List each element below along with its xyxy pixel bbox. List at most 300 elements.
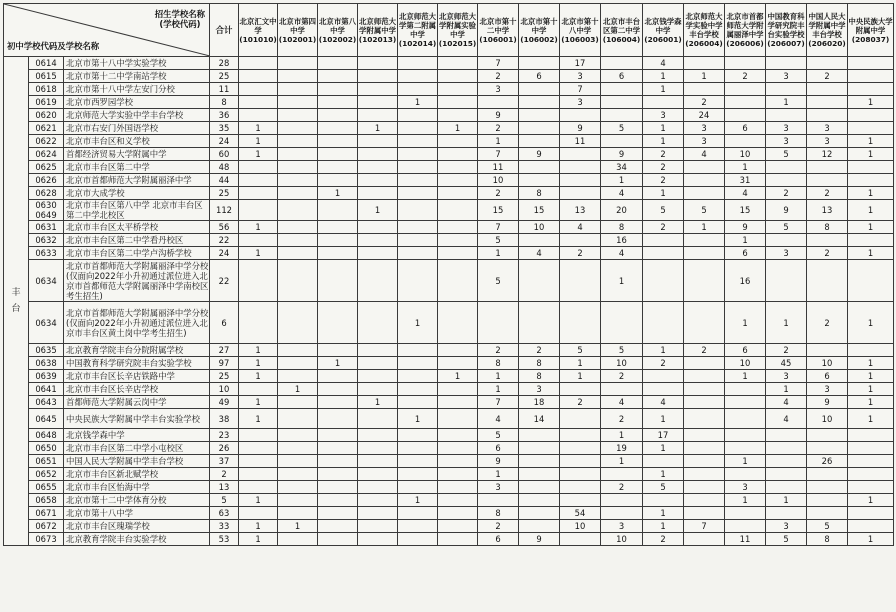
total-cell: 56 — [210, 221, 239, 234]
total-cell: 44 — [210, 174, 239, 187]
quota-cell — [438, 96, 478, 109]
quota-cell — [848, 260, 894, 302]
quota-cell: 1 — [398, 494, 438, 507]
school-code-cell: 0624 — [29, 148, 64, 161]
quota-cell: 9 — [601, 148, 643, 161]
school-code-cell: 0641 — [29, 383, 64, 396]
quota-cell — [807, 174, 848, 187]
quota-cell — [398, 221, 438, 234]
quota-cell — [438, 234, 478, 247]
school-name-cell: 北京市首都师范大学附属丽泽中学分校(仅面向2022年小升初通过派位进入北京市丰台区黄土岗中学考生招生) — [64, 302, 210, 344]
quota-cell — [848, 468, 894, 481]
quota-cell — [239, 507, 278, 520]
quota-cell: 1 — [239, 533, 278, 546]
quota-cell — [438, 383, 478, 396]
quota-cell — [278, 96, 318, 109]
quota-cell — [684, 533, 725, 546]
quota-cell — [358, 344, 398, 357]
quota-cell: 3 — [766, 247, 807, 260]
total-cell: 97 — [210, 357, 239, 370]
quota-cell: 1 — [278, 520, 318, 533]
quota-cell — [519, 260, 560, 302]
quota-cell — [358, 442, 398, 455]
total-cell: 22 — [210, 260, 239, 302]
school-code-cell: 0658 — [29, 494, 64, 507]
table-row — [4, 302, 894, 344]
quota-cell: 2 — [766, 344, 807, 357]
quota-cell: 1 — [239, 148, 278, 161]
table-row — [4, 344, 894, 357]
quota-cell: 8 — [601, 221, 643, 234]
quota-cell — [398, 148, 438, 161]
quota-cell: 10 — [478, 174, 519, 187]
school-header: 北京市丰台区第二中学(106004) — [601, 4, 643, 57]
quota-cell: 5 — [601, 122, 643, 135]
quota-cell: 18 — [519, 396, 560, 409]
quota-cell: 1 — [766, 494, 807, 507]
quota-cell — [519, 481, 560, 494]
quota-cell: 1 — [643, 520, 684, 533]
quota-cell — [398, 187, 438, 200]
quota-cell: 1 — [239, 370, 278, 383]
school-name-cell: 北京市西罗园学校 — [64, 96, 210, 109]
quota-cell: 1 — [601, 260, 643, 302]
quota-cell — [398, 260, 438, 302]
quota-cell — [278, 302, 318, 344]
quota-cell: 10 — [601, 357, 643, 370]
quota-cell: 1 — [318, 357, 358, 370]
quota-cell — [766, 83, 807, 96]
school-code-cell: 0671 — [29, 507, 64, 520]
quota-cell: 3 — [519, 383, 560, 396]
quota-cell — [278, 70, 318, 83]
quota-cell: 24 — [684, 109, 725, 122]
quota-cell — [848, 109, 894, 122]
quota-cell: 3 — [807, 135, 848, 148]
quota-cell: 9 — [519, 148, 560, 161]
quota-cell: 1 — [643, 122, 684, 135]
quota-cell: 1 — [643, 83, 684, 96]
quota-cell — [643, 234, 684, 247]
school-name-cell: 北京市右安门外国语学校 — [64, 122, 210, 135]
table-row — [4, 429, 894, 442]
quota-cell: 5 — [766, 533, 807, 546]
school-name-cell: 北京市大成学校 — [64, 187, 210, 200]
quota-cell: 9 — [725, 221, 766, 234]
quota-cell — [318, 135, 358, 148]
quota-cell — [318, 247, 358, 260]
table-row — [4, 83, 894, 96]
quota-cell: 1 — [358, 396, 398, 409]
quota-cell — [318, 494, 358, 507]
quota-cell: 7 — [478, 148, 519, 161]
quota-cell — [807, 161, 848, 174]
quota-cell — [398, 161, 438, 174]
table-row — [4, 507, 894, 520]
quota-cell — [807, 109, 848, 122]
quota-cell — [684, 370, 725, 383]
quota-cell: 1 — [848, 302, 894, 344]
quota-cell: 4 — [601, 247, 643, 260]
total-cell: 10 — [210, 383, 239, 396]
quota-cell — [278, 83, 318, 96]
total-cell: 27 — [210, 344, 239, 357]
quota-cell — [601, 494, 643, 507]
quota-cell — [766, 174, 807, 187]
quota-cell — [519, 109, 560, 122]
table-row — [4, 533, 894, 546]
quota-cell — [519, 96, 560, 109]
quota-cell — [478, 96, 519, 109]
quota-cell — [807, 344, 848, 357]
school-name-cell: 首都经济贸易大学附属中学 — [64, 148, 210, 161]
school-name-cell: 北京市丰台区第八中学 北京市丰台区第二中学北校区 — [64, 200, 210, 221]
quota-cell: 1 — [725, 234, 766, 247]
quota-cell — [318, 70, 358, 83]
quota-cell — [398, 533, 438, 546]
quota-cell — [848, 520, 894, 533]
total-cell: 48 — [210, 161, 239, 174]
table-row — [4, 122, 894, 135]
quota-cell — [560, 383, 601, 396]
quota-cell: 1 — [478, 468, 519, 481]
school-header: 北京市首都师范大学附属丽泽中学(206006) — [725, 4, 766, 57]
quota-cell — [807, 96, 848, 109]
quota-cell — [684, 468, 725, 481]
quota-cell — [318, 370, 358, 383]
total-cell: 112 — [210, 200, 239, 221]
quota-cell — [278, 187, 318, 200]
school-code-cell: 0625 — [29, 161, 64, 174]
quota-cell: 1 — [848, 383, 894, 396]
quota-cell: 1 — [239, 135, 278, 148]
table-row — [4, 396, 894, 409]
quota-cell: 1 — [398, 96, 438, 109]
quota-cell: 10 — [601, 533, 643, 546]
school-name-cell: 中央民族大学附属中学丰台实验学校 — [64, 409, 210, 429]
quota-cell: 2 — [601, 481, 643, 494]
table-row — [4, 70, 894, 83]
quota-cell — [239, 429, 278, 442]
table-row — [4, 148, 894, 161]
quota-cell — [398, 370, 438, 383]
quota-cell: 1 — [239, 247, 278, 260]
quota-cell — [278, 442, 318, 455]
quota-cell — [358, 481, 398, 494]
quota-cell: 2 — [478, 344, 519, 357]
quota-cell — [318, 161, 358, 174]
quota-cell: 6 — [601, 70, 643, 83]
total-cell: 24 — [210, 135, 239, 148]
quota-cell — [398, 442, 438, 455]
quota-cell: 1 — [725, 370, 766, 383]
quota-cell — [848, 83, 894, 96]
quota-cell: 5 — [766, 221, 807, 234]
quota-cell — [318, 221, 358, 234]
quota-cell — [725, 396, 766, 409]
quota-cell — [398, 174, 438, 187]
quota-cell — [848, 455, 894, 468]
school-name-cell: 北京市第十八中学实验学校 — [64, 57, 210, 70]
quota-cell — [519, 135, 560, 148]
quota-cell: 1 — [643, 70, 684, 83]
quota-cell — [239, 96, 278, 109]
quota-cell: 1 — [239, 520, 278, 533]
table-row — [4, 200, 894, 221]
quota-cell — [848, 161, 894, 174]
school-code-cell: 0628 — [29, 187, 64, 200]
total-cell: 49 — [210, 396, 239, 409]
quota-cell — [318, 122, 358, 135]
quota-cell: 2 — [807, 302, 848, 344]
quota-cell — [358, 409, 398, 429]
quota-cell — [358, 520, 398, 533]
quota-cell: 4 — [684, 148, 725, 161]
quota-cell — [807, 481, 848, 494]
quota-cell — [601, 468, 643, 481]
quota-cell — [358, 70, 398, 83]
quota-cell — [278, 109, 318, 122]
quota-cell — [560, 109, 601, 122]
quota-cell — [358, 83, 398, 96]
table-row — [4, 57, 894, 70]
school-header: 北京市第十八中学(106003) — [560, 4, 601, 57]
quota-cell — [398, 468, 438, 481]
quota-cell: 34 — [601, 161, 643, 174]
total-cell: 33 — [210, 520, 239, 533]
quota-cell — [560, 429, 601, 442]
quota-cell: 13 — [560, 200, 601, 221]
quota-cell: 2 — [478, 187, 519, 200]
quota-cell: 5 — [560, 344, 601, 357]
quota-cell — [358, 494, 398, 507]
quota-cell: 7 — [478, 221, 519, 234]
quota-cell — [278, 455, 318, 468]
quota-cell — [438, 507, 478, 520]
quota-cell: 1 — [848, 409, 894, 429]
quota-cell: 15 — [725, 200, 766, 221]
quota-cell — [239, 260, 278, 302]
quota-cell — [519, 494, 560, 507]
quota-cell — [278, 260, 318, 302]
quota-cell — [438, 57, 478, 70]
school-code-cell: 0622 — [29, 135, 64, 148]
quota-cell — [438, 468, 478, 481]
quota-cell — [358, 247, 398, 260]
quota-cell: 6 — [519, 70, 560, 83]
quota-cell: 2 — [519, 344, 560, 357]
quota-cell — [239, 200, 278, 221]
school-header: 中国教育科学研究院丰台实验学校(206007) — [766, 4, 807, 57]
quota-cell — [560, 174, 601, 187]
quota-cell — [278, 247, 318, 260]
quota-cell: 1 — [643, 135, 684, 148]
quota-cell — [519, 442, 560, 455]
quota-cell — [358, 468, 398, 481]
quota-cell: 2 — [643, 174, 684, 187]
quota-cell — [560, 468, 601, 481]
quota-cell: 3 — [766, 135, 807, 148]
quota-cell: 1 — [848, 200, 894, 221]
quota-cell — [601, 96, 643, 109]
quota-cell: 26 — [807, 455, 848, 468]
school-name-cell: 北京市丰台区和义学校 — [64, 135, 210, 148]
quota-cell — [438, 187, 478, 200]
quota-cell: 3 — [725, 481, 766, 494]
quota-cell: 10 — [807, 357, 848, 370]
quota-cell — [438, 260, 478, 302]
quota-cell — [848, 234, 894, 247]
school-code-cell: 0648 — [29, 429, 64, 442]
quota-cell — [438, 302, 478, 344]
quota-cell — [438, 344, 478, 357]
table-row — [4, 357, 894, 370]
quota-cell: 1 — [848, 370, 894, 383]
quota-cell — [684, 260, 725, 302]
school-code-cell: 0639 — [29, 370, 64, 383]
quota-cell: 1 — [848, 135, 894, 148]
quota-cell — [438, 520, 478, 533]
total-cell: 36 — [210, 109, 239, 122]
quota-cell — [318, 533, 358, 546]
quota-cell — [560, 234, 601, 247]
total-cell: 6 — [210, 302, 239, 344]
quota-cell — [684, 357, 725, 370]
quota-cell — [725, 520, 766, 533]
quota-cell: 1 — [601, 455, 643, 468]
quota-cell — [684, 302, 725, 344]
quota-cell: 3 — [766, 70, 807, 83]
quota-cell — [519, 507, 560, 520]
quota-cell — [278, 494, 318, 507]
school-code-cell: 0672 — [29, 520, 64, 533]
quota-cell: 7 — [684, 520, 725, 533]
quota-cell: 1 — [478, 135, 519, 148]
quota-cell: 1 — [848, 357, 894, 370]
corner-bottom-label: 初中学校代码及学校名称 — [7, 41, 100, 51]
quota-cell — [560, 481, 601, 494]
admission-table — [3, 3, 894, 546]
quota-cell — [438, 442, 478, 455]
quota-cell: 5 — [478, 429, 519, 442]
quota-cell: 1 — [848, 148, 894, 161]
quota-cell: 1 — [766, 383, 807, 396]
school-name-cell: 北京师范大学实验中学丰台学校 — [64, 109, 210, 122]
quota-cell — [519, 57, 560, 70]
quota-cell — [725, 468, 766, 481]
school-name-cell: 首都师范大学附属云岗中学 — [64, 396, 210, 409]
quota-cell — [398, 481, 438, 494]
school-name-cell: 北京市丰台区第二中学看丹校区 — [64, 234, 210, 247]
quota-cell — [398, 109, 438, 122]
quota-cell — [519, 83, 560, 96]
quota-cell — [807, 442, 848, 455]
quota-cell: 6 — [725, 344, 766, 357]
corner-header — [4, 4, 210, 57]
quota-cell — [684, 187, 725, 200]
quota-cell: 2 — [684, 96, 725, 109]
quota-cell — [807, 57, 848, 70]
quota-cell — [560, 455, 601, 468]
school-code-cell: 0650 — [29, 442, 64, 455]
district-label — [4, 57, 29, 546]
quota-cell: 10 — [725, 357, 766, 370]
quota-cell: 16 — [725, 260, 766, 302]
quota-cell: 2 — [643, 533, 684, 546]
quota-cell — [766, 429, 807, 442]
quota-cell — [398, 247, 438, 260]
quota-cell: 8 — [807, 533, 848, 546]
quota-cell: 1 — [725, 161, 766, 174]
quota-cell — [318, 481, 358, 494]
quota-cell: 1 — [601, 429, 643, 442]
quota-cell — [438, 161, 478, 174]
total-cell: 35 — [210, 122, 239, 135]
quota-cell — [358, 109, 398, 122]
school-code-cell: 0651 — [29, 455, 64, 468]
quota-cell — [684, 174, 725, 187]
school-code-cell: 0652 — [29, 468, 64, 481]
quota-cell — [318, 468, 358, 481]
quota-cell — [438, 135, 478, 148]
quota-cell: 6 — [725, 247, 766, 260]
school-header: 北京师范大学实验中学丰台学校(206004) — [684, 4, 725, 57]
quota-cell — [239, 83, 278, 96]
quota-cell — [398, 83, 438, 96]
quota-cell: 2 — [478, 70, 519, 83]
quota-cell: 3 — [766, 122, 807, 135]
quota-cell — [438, 533, 478, 546]
quota-cell — [766, 507, 807, 520]
school-name-cell: 中国人民大学附属中学丰台学校 — [64, 455, 210, 468]
school-code-cell: 0634 — [29, 260, 64, 302]
quota-cell — [684, 83, 725, 96]
quota-cell — [278, 148, 318, 161]
quota-cell: 8 — [478, 357, 519, 370]
quota-cell: 2 — [601, 409, 643, 429]
total-cell: 25 — [210, 370, 239, 383]
quota-cell — [601, 302, 643, 344]
quota-cell: 15 — [478, 200, 519, 221]
quota-cell — [601, 135, 643, 148]
school-header: 中国人民大学附属中学丰台学校(206020) — [807, 4, 848, 57]
quota-cell — [560, 148, 601, 161]
quota-cell: 2 — [766, 187, 807, 200]
quota-cell — [438, 221, 478, 234]
quota-cell: 7 — [478, 57, 519, 70]
quota-cell: 1 — [239, 396, 278, 409]
quota-cell: 1 — [643, 344, 684, 357]
quota-cell — [318, 109, 358, 122]
quota-cell — [560, 494, 601, 507]
quota-cell: 1 — [478, 383, 519, 396]
quota-cell — [766, 161, 807, 174]
quota-cell: 2 — [684, 344, 725, 357]
quota-cell: 8 — [519, 187, 560, 200]
quota-cell — [318, 57, 358, 70]
quota-cell — [560, 442, 601, 455]
quota-cell: 15 — [519, 200, 560, 221]
total-cell: 25 — [210, 187, 239, 200]
corner-top-name: 招生学校名称 — [154, 9, 206, 19]
corner-top-label — [155, 9, 205, 29]
quota-cell — [807, 507, 848, 520]
quota-cell — [807, 429, 848, 442]
quota-cell — [398, 234, 438, 247]
quota-cell: 5 — [478, 234, 519, 247]
quota-cell — [807, 83, 848, 96]
school-name-cell: 北京市第十八中学左安门分校 — [64, 83, 210, 96]
